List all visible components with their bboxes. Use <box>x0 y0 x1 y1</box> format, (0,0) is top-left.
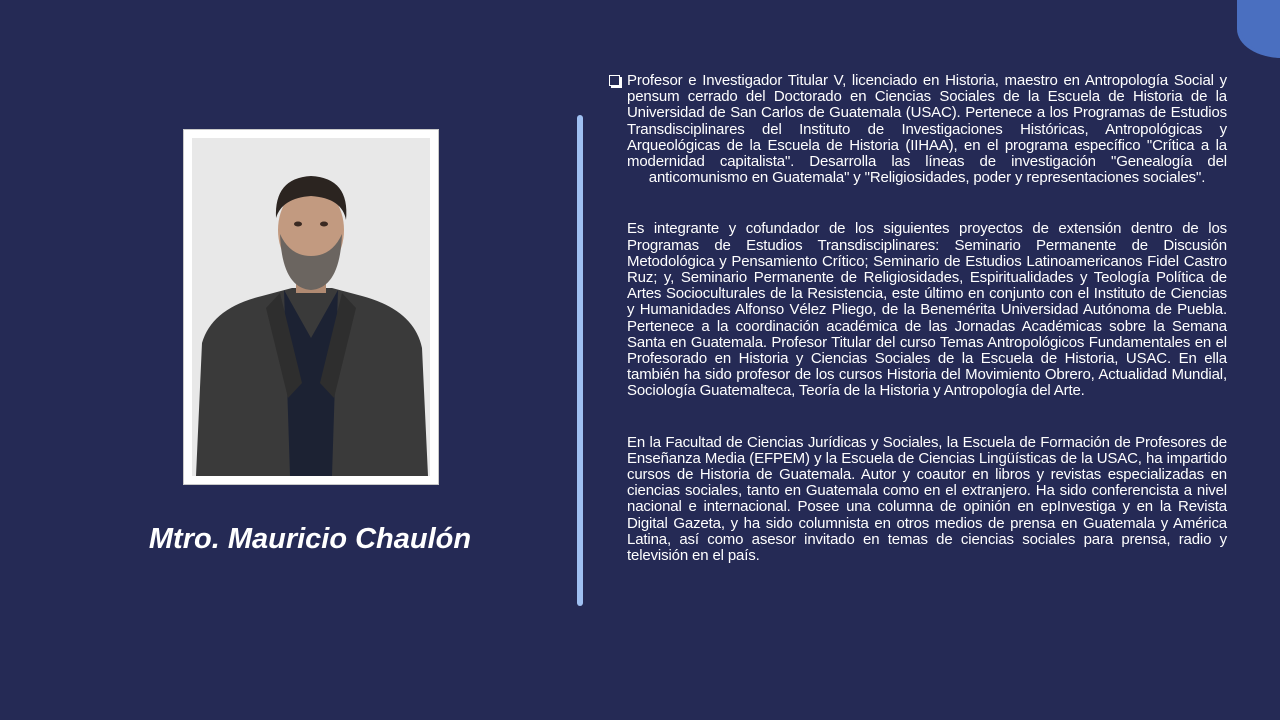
bio-paragraph-3: En la Facultad de Ciencias Jurídicas y Sociales, la Escuela de Formación de Profesores de Enseñanza Media (EFPEM) y la Escuela de Ciencias Lingüísticas de la USAC, ha impartido cursos de Historia de Guatemala. Autor y coautor en libros y revistas especializadas en ciencias sociales, tanto en Guatemala como en el extranjero. Ha sido conferencista a nivel nacional e internacional. Posee una columna de opinión en epInvestiga y en la Revista Digital Gazeta, y ha sido columnista en otros medios de prensa en Guatemala y América Latina, así como asesor invitado en temas de ciencias sociales para prensa, radio y televisión en el país. <box>627 433 1227 565</box>
bio-paragraph-1-text: Profesor e Investigador Titular V, licenciado en Historia, maestro en Antropología Social y pensum cerrado del Doctorado en Ciencias Sociales de la Escuela de Historia de la Universidad de San Carlos de Guatemala (USAC). Pertenece a los Programas de Estudios Transdisciplinares del Instituto de Investigaciones Históricas, Antropológicas y Arqueológicas de la Escuela de Historia (IIHAA), en el programa específico "Crítica a la modernidad capitalista". Desarrolla las líneas de investigación "Genealogía del anticomunismo en Guatemala" y "Religiosidades, poder y representaciones sociales". <box>627 72 1227 187</box>
bio-paragraph-2: Es integrante y cofundador de los siguientes proyectos de extensión dentro de los Programas de Estudios Transdisciplinares: Seminario Permanente de Discusión Metodológica y Pensamiento Crítico; Seminario de Estudios Latinoamericanos Fidel Castro Ruz; y, Seminario Permanente de Religiosidades, Espiritualidades y Teología Política de Artes Socioculturales de la Resistencia, este último en conjunto con el Instituto de Ciencias y Humanidades Alfonso Vélez Pliego, de la Benemérita Universidad Autónoma de Puebla. Pertenece a la coordinación académica de las Jornadas Académicas sobre la Semana Santa en Guatemala. Profesor Titular del curso Temas Antropológicos Fundamentales en el Profesorado en Historia y Ciencias Sociales de la Escuela de Historia, USAC. En ella también ha sido profesor de los cursos Historia del Movimiento Obrero, Actualidad Mundial, Sociología Guatemalteca, Teoría de la Historia y Antropología del Arte. <box>627 220 1227 400</box>
portrait-frame <box>184 130 438 484</box>
bio-paragraph-1 <box>609 73 1227 186</box>
speaker-name: Mtro. Mauricio Chaulón <box>148 523 472 555</box>
checkbox-bullet-icon <box>609 75 620 86</box>
decorative-circle <box>1237 0 1280 58</box>
biography <box>609 73 1227 564</box>
portrait-photo <box>192 138 430 476</box>
vertical-divider <box>577 115 583 606</box>
